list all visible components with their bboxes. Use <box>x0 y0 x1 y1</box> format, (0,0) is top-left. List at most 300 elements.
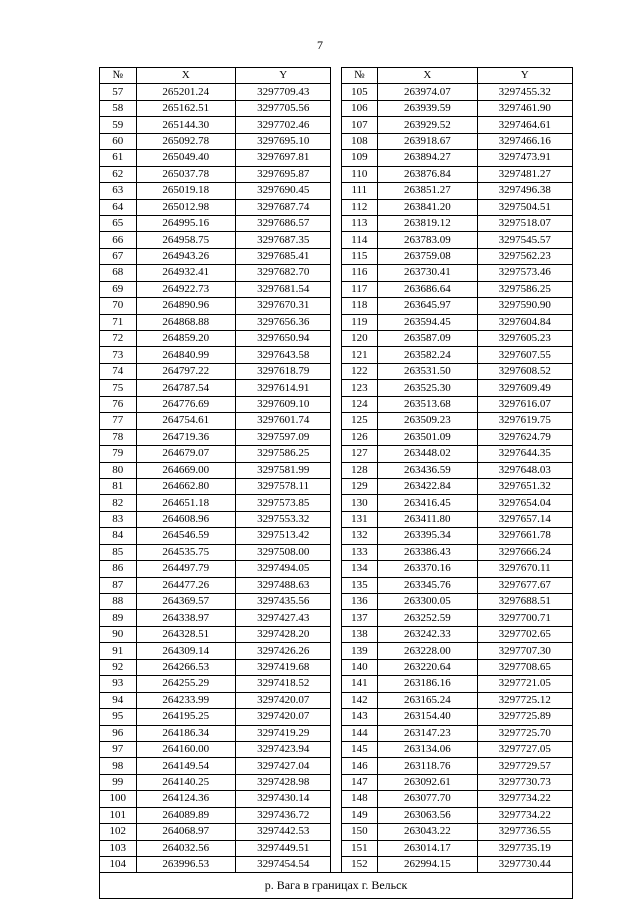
cell-number-right: 107 <box>341 117 378 133</box>
cell-x-right: 263063.56 <box>378 807 477 823</box>
cell-number-right: 143 <box>341 709 378 725</box>
cell-y-right: 3297735.19 <box>477 840 572 856</box>
cell-x-left: 264266.53 <box>136 659 235 675</box>
table-row <box>100 232 573 248</box>
cell-number-left: 69 <box>100 281 137 297</box>
table-row <box>100 331 573 347</box>
cell-x-right: 263582.24 <box>378 347 477 363</box>
table-row <box>100 659 573 675</box>
cell-number-right: 139 <box>341 643 378 659</box>
column-gap <box>331 840 341 856</box>
column-gap <box>331 741 341 757</box>
cell-y-right: 3297619.75 <box>477 413 572 429</box>
cell-y-left: 3297553.32 <box>236 511 331 527</box>
cell-y-left: 3297586.25 <box>236 446 331 462</box>
table-row <box>100 462 573 478</box>
cell-number-left: 93 <box>100 676 137 692</box>
cell-y-left: 3297449.51 <box>236 840 331 856</box>
cell-y-left: 3297601.74 <box>236 413 331 429</box>
cell-number-right: 125 <box>341 413 378 429</box>
cell-y-right: 3297496.38 <box>477 183 572 199</box>
cell-x-left: 264328.51 <box>136 626 235 642</box>
cell-x-right: 263525.30 <box>378 380 477 396</box>
cell-y-right: 3297657.14 <box>477 511 572 527</box>
cell-x-right: 263014.17 <box>378 840 477 856</box>
cell-y-left: 3297428.98 <box>236 774 331 790</box>
cell-x-right: 263395.34 <box>378 528 477 544</box>
table-row <box>100 544 573 560</box>
column-gap <box>331 462 341 478</box>
cell-number-right: 111 <box>341 183 378 199</box>
cell-x-right: 263436.59 <box>378 462 477 478</box>
column-gap <box>331 758 341 774</box>
column-gap <box>331 396 341 412</box>
cell-y-right: 3297644.35 <box>477 446 572 462</box>
column-gap <box>331 857 341 873</box>
cell-y-left: 3297681.54 <box>236 281 331 297</box>
cell-x-right: 263118.76 <box>378 758 477 774</box>
table-row <box>100 265 573 281</box>
cell-number-right: 132 <box>341 528 378 544</box>
cell-number-left: 74 <box>100 363 137 379</box>
cell-number-right: 146 <box>341 758 378 774</box>
table-row <box>100 758 573 774</box>
cell-number-left: 63 <box>100 183 137 199</box>
column-gap <box>331 84 341 100</box>
cell-y-right: 3297651.32 <box>477 478 572 494</box>
cell-x-left: 264651.18 <box>136 495 235 511</box>
cell-y-left: 3297488.63 <box>236 577 331 593</box>
column-gap <box>331 281 341 297</box>
cell-y-right: 3297607.55 <box>477 347 572 363</box>
cell-y-right: 3297661.78 <box>477 528 572 544</box>
cell-x-left: 264477.26 <box>136 577 235 593</box>
cell-x-right: 263252.59 <box>378 610 477 626</box>
cell-number-left: 61 <box>100 150 137 166</box>
column-gap <box>331 511 341 527</box>
cell-x-left: 264754.61 <box>136 413 235 429</box>
column-gap <box>331 725 341 741</box>
cell-x-left: 264546.59 <box>136 528 235 544</box>
table-row <box>100 446 573 462</box>
cell-y-left: 3297687.35 <box>236 232 331 248</box>
cell-number-right: 140 <box>341 659 378 675</box>
header-y-right: Y <box>477 68 572 84</box>
cell-y-right: 3297604.84 <box>477 314 572 330</box>
cell-number-left: 87 <box>100 577 137 593</box>
cell-y-left: 3297420.07 <box>236 692 331 708</box>
column-gap <box>331 232 341 248</box>
cell-number-right: 121 <box>341 347 378 363</box>
cell-number-right: 106 <box>341 100 378 116</box>
cell-number-left: 95 <box>100 709 137 725</box>
cell-x-right: 263134.06 <box>378 741 477 757</box>
header-y-left: Y <box>236 68 331 84</box>
cell-x-left: 264662.80 <box>136 478 235 494</box>
cell-number-left: 101 <box>100 807 137 823</box>
cell-x-right: 263587.09 <box>378 331 477 347</box>
cell-number-right: 134 <box>341 561 378 577</box>
column-gap <box>331 610 341 626</box>
cell-number-right: 131 <box>341 511 378 527</box>
cell-number-left: 91 <box>100 643 137 659</box>
table-row <box>100 314 573 330</box>
column-gap <box>331 478 341 494</box>
cell-x-right: 263929.52 <box>378 117 477 133</box>
column-gap <box>331 626 341 642</box>
cell-number-right: 124 <box>341 396 378 412</box>
table-row <box>100 594 573 610</box>
cell-number-left: 65 <box>100 215 137 231</box>
cell-x-left: 265144.30 <box>136 117 235 133</box>
cell-y-right: 3297734.22 <box>477 791 572 807</box>
cell-number-left: 59 <box>100 117 137 133</box>
column-gap <box>331 166 341 182</box>
column-gap <box>331 594 341 610</box>
table-row <box>100 84 573 100</box>
cell-x-right: 263220.64 <box>378 659 477 675</box>
table-row <box>100 577 573 593</box>
cell-x-left: 264868.88 <box>136 314 235 330</box>
cell-number-right: 145 <box>341 741 378 757</box>
cell-y-right: 3297730.73 <box>477 774 572 790</box>
column-gap <box>331 807 341 823</box>
cell-y-left: 3297423.94 <box>236 741 331 757</box>
cell-x-left: 264932.41 <box>136 265 235 281</box>
cell-y-right: 3297725.70 <box>477 725 572 741</box>
table-row <box>100 183 573 199</box>
table-caption: р. Вага в границах г. Вельск <box>100 873 573 899</box>
coordinates-table <box>99 67 573 899</box>
cell-y-right: 3297605.23 <box>477 331 572 347</box>
cell-x-left: 264160.00 <box>136 741 235 757</box>
cell-x-right: 263851.27 <box>378 183 477 199</box>
table-row <box>100 495 573 511</box>
cell-number-left: 94 <box>100 692 137 708</box>
cell-y-right: 3297730.44 <box>477 857 572 873</box>
cell-y-right: 3297590.90 <box>477 298 572 314</box>
cell-number-right: 108 <box>341 133 378 149</box>
cell-number-right: 133 <box>341 544 378 560</box>
cell-number-right: 113 <box>341 215 378 231</box>
cell-y-right: 3297707.30 <box>477 643 572 659</box>
cell-number-right: 129 <box>341 478 378 494</box>
cell-y-right: 3297729.57 <box>477 758 572 774</box>
column-gap <box>331 495 341 511</box>
cell-number-right: 152 <box>341 857 378 873</box>
cell-x-left: 264369.57 <box>136 594 235 610</box>
cell-x-right: 263345.76 <box>378 577 477 593</box>
cell-x-left: 264776.69 <box>136 396 235 412</box>
cell-y-right: 3297609.49 <box>477 380 572 396</box>
table-header-row <box>100 68 573 84</box>
cell-x-left: 265037.78 <box>136 166 235 182</box>
cell-x-left: 264068.97 <box>136 824 235 840</box>
cell-number-right: 130 <box>341 495 378 511</box>
cell-x-right: 263165.24 <box>378 692 477 708</box>
cell-number-left: 98 <box>100 758 137 774</box>
cell-number-right: 138 <box>341 626 378 642</box>
cell-x-right: 263501.09 <box>378 429 477 445</box>
cell-x-left: 264535.75 <box>136 544 235 560</box>
cell-x-right: 263386.43 <box>378 544 477 560</box>
column-gap <box>331 709 341 725</box>
table-row <box>100 840 573 856</box>
cell-number-left: 103 <box>100 840 137 856</box>
table-row <box>100 610 573 626</box>
cell-number-right: 137 <box>341 610 378 626</box>
cell-number-right: 126 <box>341 429 378 445</box>
column-gap <box>331 791 341 807</box>
cell-x-right: 263228.00 <box>378 643 477 659</box>
column-gap <box>331 561 341 577</box>
cell-x-left: 264943.26 <box>136 248 235 264</box>
header-x-right: X <box>378 68 477 84</box>
table-row <box>100 150 573 166</box>
cell-y-right: 3297725.89 <box>477 709 572 725</box>
table-row <box>100 248 573 264</box>
cell-x-right: 263841.20 <box>378 199 477 215</box>
column-gap <box>331 676 341 692</box>
cell-y-right: 3297727.05 <box>477 741 572 757</box>
cell-y-left: 3297702.46 <box>236 117 331 133</box>
cell-number-right: 114 <box>341 232 378 248</box>
cell-y-left: 3297430.14 <box>236 791 331 807</box>
cell-y-right: 3297608.52 <box>477 363 572 379</box>
cell-number-left: 86 <box>100 561 137 577</box>
table-row <box>100 100 573 116</box>
cell-number-right: 117 <box>341 281 378 297</box>
cell-y-left: 3297427.04 <box>236 758 331 774</box>
cell-y-right: 3297654.04 <box>477 495 572 511</box>
cell-y-right: 3297708.65 <box>477 659 572 675</box>
table-row <box>100 807 573 823</box>
cell-x-left: 265201.24 <box>136 84 235 100</box>
table-row <box>100 824 573 840</box>
table-row <box>100 478 573 494</box>
table-row <box>100 380 573 396</box>
cell-y-left: 3297695.87 <box>236 166 331 182</box>
cell-x-left: 265012.98 <box>136 199 235 215</box>
cell-x-right: 262994.15 <box>378 857 477 873</box>
cell-number-right: 116 <box>341 265 378 281</box>
cell-number-left: 76 <box>100 396 137 412</box>
column-gap <box>331 183 341 199</box>
cell-y-left: 3297709.43 <box>236 84 331 100</box>
column-gap <box>331 446 341 462</box>
cell-number-left: 71 <box>100 314 137 330</box>
caption-row <box>100 873 573 899</box>
cell-x-left: 264679.07 <box>136 446 235 462</box>
cell-y-left: 3297418.52 <box>236 676 331 692</box>
cell-x-left: 264032.56 <box>136 840 235 856</box>
column-gap <box>331 577 341 593</box>
cell-number-right: 122 <box>341 363 378 379</box>
cell-y-left: 3297427.43 <box>236 610 331 626</box>
cell-x-left: 264338.97 <box>136 610 235 626</box>
table-row <box>100 643 573 659</box>
cell-number-right: 151 <box>341 840 378 856</box>
page-number: 7 <box>317 38 323 52</box>
cell-number-left: 82 <box>100 495 137 511</box>
cell-y-right: 3297473.91 <box>477 150 572 166</box>
cell-x-left: 264186.34 <box>136 725 235 741</box>
cell-y-right: 3297466.16 <box>477 133 572 149</box>
column-gap <box>331 544 341 560</box>
column-gap <box>331 429 341 445</box>
cell-number-right: 105 <box>341 84 378 100</box>
cell-number-right: 149 <box>341 807 378 823</box>
cell-y-left: 3297419.29 <box>236 725 331 741</box>
table-row <box>100 429 573 445</box>
cell-y-left: 3297573.85 <box>236 495 331 511</box>
cell-x-left: 265092.78 <box>136 133 235 149</box>
column-gap <box>331 68 341 84</box>
column-gap <box>331 774 341 790</box>
cell-x-right: 263939.59 <box>378 100 477 116</box>
column-gap <box>331 314 341 330</box>
table-row <box>100 791 573 807</box>
column-gap <box>331 265 341 281</box>
cell-y-right: 3297518.07 <box>477 215 572 231</box>
cell-y-right: 3297702.65 <box>477 626 572 642</box>
cell-y-left: 3297685.41 <box>236 248 331 264</box>
cell-number-left: 90 <box>100 626 137 642</box>
cell-y-left: 3297436.72 <box>236 807 331 823</box>
cell-x-right: 263416.45 <box>378 495 477 511</box>
cell-number-right: 127 <box>341 446 378 462</box>
cell-y-right: 3297616.07 <box>477 396 572 412</box>
cell-x-right: 263894.27 <box>378 150 477 166</box>
cell-number-right: 110 <box>341 166 378 182</box>
cell-x-right: 263730.41 <box>378 265 477 281</box>
cell-y-right: 3297721.05 <box>477 676 572 692</box>
table-row <box>100 857 573 873</box>
table-row <box>100 725 573 741</box>
column-gap <box>331 298 341 314</box>
cell-x-left: 264840.99 <box>136 347 235 363</box>
cell-x-left: 264922.73 <box>136 281 235 297</box>
cell-y-right: 3297461.90 <box>477 100 572 116</box>
column-gap <box>331 528 341 544</box>
cell-number-left: 73 <box>100 347 137 363</box>
cell-number-left: 97 <box>100 741 137 757</box>
cell-number-right: 123 <box>341 380 378 396</box>
cell-x-left: 264140.25 <box>136 774 235 790</box>
cell-x-left: 264309.14 <box>136 643 235 659</box>
column-gap <box>331 150 341 166</box>
cell-x-left: 264958.75 <box>136 232 235 248</box>
cell-x-right: 263092.61 <box>378 774 477 790</box>
cell-y-right: 3297455.32 <box>477 84 572 100</box>
cell-number-left: 83 <box>100 511 137 527</box>
cell-y-right: 3297573.46 <box>477 265 572 281</box>
cell-number-left: 92 <box>100 659 137 675</box>
cell-number-left: 80 <box>100 462 137 478</box>
cell-number-left: 96 <box>100 725 137 741</box>
column-gap <box>331 824 341 840</box>
cell-number-right: 148 <box>341 791 378 807</box>
column-gap <box>331 643 341 659</box>
cell-number-left: 67 <box>100 248 137 264</box>
cell-x-right: 263300.05 <box>378 594 477 610</box>
cell-number-right: 112 <box>341 199 378 215</box>
cell-y-left: 3297686.57 <box>236 215 331 231</box>
cell-y-left: 3297705.56 <box>236 100 331 116</box>
column-gap <box>331 215 341 231</box>
cell-x-right: 263242.33 <box>378 626 477 642</box>
cell-y-left: 3297695.10 <box>236 133 331 149</box>
cell-y-left: 3297618.79 <box>236 363 331 379</box>
cell-number-right: 147 <box>341 774 378 790</box>
cell-number-right: 118 <box>341 298 378 314</box>
cell-y-right: 3297736.55 <box>477 824 572 840</box>
cell-number-left: 70 <box>100 298 137 314</box>
cell-number-left: 72 <box>100 331 137 347</box>
cell-x-left: 264124.36 <box>136 791 235 807</box>
cell-y-right: 3297677.67 <box>477 577 572 593</box>
cell-x-left: 263996.53 <box>136 857 235 873</box>
cell-y-left: 3297420.07 <box>236 709 331 725</box>
cell-y-right: 3297725.12 <box>477 692 572 708</box>
cell-number-right: 142 <box>341 692 378 708</box>
header-number-right: № <box>341 68 378 84</box>
column-gap <box>331 692 341 708</box>
cell-x-right: 263077.70 <box>378 791 477 807</box>
cell-x-right: 263448.02 <box>378 446 477 462</box>
cell-number-left: 66 <box>100 232 137 248</box>
table-body <box>100 84 573 873</box>
cell-number-left: 81 <box>100 478 137 494</box>
cell-y-left: 3297513.42 <box>236 528 331 544</box>
table-row <box>100 281 573 297</box>
cell-y-left: 3297435.56 <box>236 594 331 610</box>
cell-y-right: 3297666.24 <box>477 544 572 560</box>
table-row <box>100 692 573 708</box>
cell-x-left: 264719.36 <box>136 429 235 445</box>
table-row <box>100 117 573 133</box>
cell-x-left: 264787.54 <box>136 380 235 396</box>
cell-number-right: 109 <box>341 150 378 166</box>
cell-x-right: 263513.68 <box>378 396 477 412</box>
cell-y-left: 3297687.74 <box>236 199 331 215</box>
cell-y-left: 3297614.91 <box>236 380 331 396</box>
cell-x-left: 264669.00 <box>136 462 235 478</box>
cell-y-left: 3297578.11 <box>236 478 331 494</box>
cell-number-left: 58 <box>100 100 137 116</box>
cell-x-right: 263686.64 <box>378 281 477 297</box>
table-row <box>100 774 573 790</box>
cell-x-left: 264195.25 <box>136 709 235 725</box>
table-row <box>100 561 573 577</box>
table-row <box>100 511 573 527</box>
cell-y-left: 3297426.26 <box>236 643 331 659</box>
cell-x-right: 263876.84 <box>378 166 477 182</box>
cell-y-left: 3297442.53 <box>236 824 331 840</box>
cell-number-right: 135 <box>341 577 378 593</box>
cell-y-left: 3297697.81 <box>236 150 331 166</box>
cell-number-right: 120 <box>341 331 378 347</box>
cell-y-left: 3297581.99 <box>236 462 331 478</box>
cell-x-right: 263783.09 <box>378 232 477 248</box>
cell-x-right: 263918.67 <box>378 133 477 149</box>
cell-x-right: 263422.84 <box>378 478 477 494</box>
cell-number-left: 68 <box>100 265 137 281</box>
header-x-left: X <box>136 68 235 84</box>
cell-number-right: 119 <box>341 314 378 330</box>
column-gap <box>331 248 341 264</box>
cell-y-left: 3297428.20 <box>236 626 331 642</box>
